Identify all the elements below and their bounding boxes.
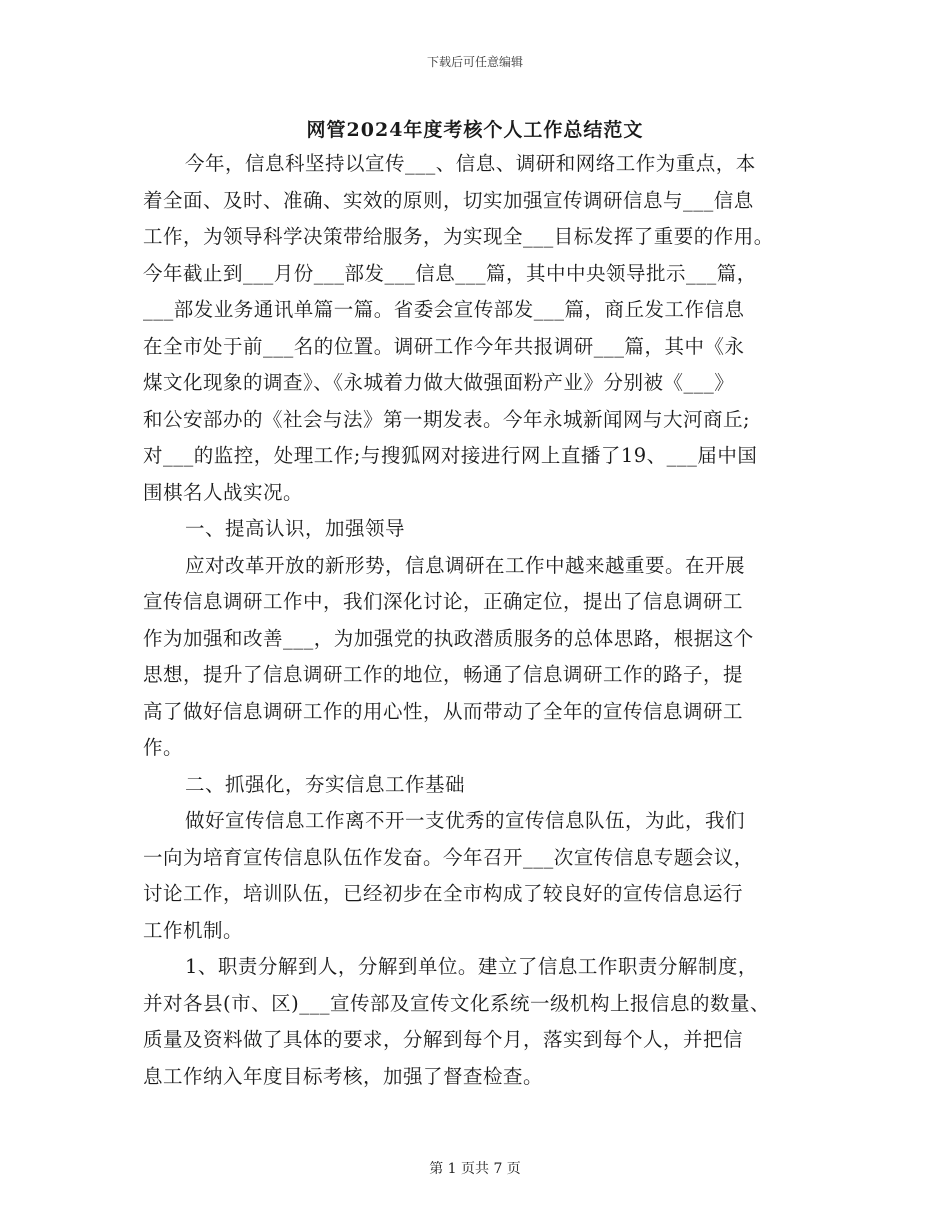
- body-line: 质量及资料做了具体的要求，分解到每个月，落实到每个人，并把信: [143, 1028, 744, 1051]
- body-line: 思想，提升了信息调研工作的地位，畅通了信息调研工作的路子，提: [143, 663, 744, 686]
- body-line: 宣传信息调研工作中，我们深化讨论，正确定位，提出了信息调研工: [143, 590, 744, 613]
- header-note: 下载后可任意编辑: [426, 55, 523, 69]
- body-line: 做好宣传信息工作离不开一支优秀的宣传信息队伍，为此，我们: [185, 809, 746, 832]
- body-line: 作为加强和改善___，为加强党的执政潜质服务的总体思路，根据这个: [143, 626, 754, 650]
- body-line: 讨论工作，培训队伍，已经初步在全市构成了较良好的宣传信息运行: [143, 882, 744, 905]
- body-line: 工作，为领导科学决策带给服务，为实现全___目标发挥了重要的作用。: [143, 225, 774, 248]
- body-line: 并对各县(市、区)___宣传部及宣传文化系统一级机构上报信息的数量、: [143, 991, 770, 1015]
- body-line: 1、职责分解到人，分解到单位。建立了信息工作职责分解制度，: [185, 955, 758, 978]
- body-line: 二、抓强化，夯实信息工作基础: [185, 772, 466, 796]
- body-line: 高了做好信息调研工作的用心性，从而带动了全年的宣传信息调研工: [143, 699, 744, 723]
- body-line: 着全面、及时、准确、实效的原则，切实加强宣传调研信息与___信息: [143, 188, 754, 212]
- body-line: 作。: [143, 736, 184, 759]
- body-line: 工作机制。: [143, 918, 244, 942]
- body-line: 围棋名人战实况。: [143, 480, 304, 504]
- body-line: 对___的监控，处理工作;与搜狐网对接进行网上直播了19、___届中国: [143, 444, 758, 467]
- body-line: 在全市处于前___名的位置。调研工作今年共报调研___篇，其中《永: [143, 334, 745, 358]
- body-line: 煤文化现象的调查》、《永城着力做大做强面粉产业》分别被《___》: [143, 371, 735, 394]
- document-title: 网管2024年度考核个人工作总结范文: [306, 119, 644, 141]
- body-line: 今年，信息科坚持以宣传___、信息、调研和网络工作为重点，本: [185, 152, 756, 175]
- body-line: 一向为培育宣传信息队伍作发奋。今年召开___次宣传信息专题会议，: [143, 845, 754, 869]
- body-line: 一、提高认识，加强领导: [185, 517, 406, 540]
- body-line: 今年截止到___月份___部发___信息___篇，其中中央领导批示___篇，: [143, 261, 757, 285]
- page-number: 第 1 页共 7 页: [429, 1161, 521, 1177]
- body-line: 息工作纳入年度目标考核，加强了督查检查。: [143, 1064, 544, 1088]
- body-line: ___部发业务通讯单篇一篇。省委会宣传部发___篇，商丘发工作信息: [143, 298, 745, 321]
- body-line: 和公安部办的《社会与法》第一期发表。今年永城新闻网与大河商丘;: [143, 407, 751, 431]
- document-body: [143, 146, 808, 1095]
- body-line: 应对改革开放的新形势，信息调研在工作中越来越重要。在开展: [185, 553, 746, 577]
